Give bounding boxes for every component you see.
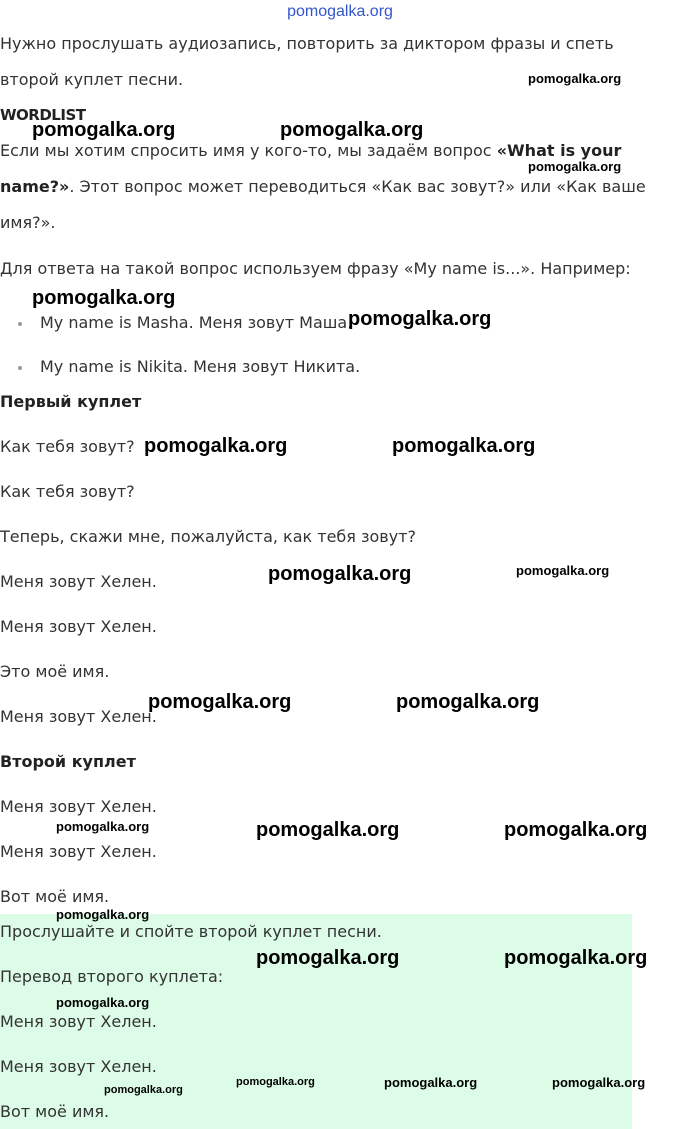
- translation-line: Вот моё имя.: [0, 1102, 110, 1121]
- verse1-line: Как тебя зовут?: [0, 437, 135, 456]
- watermark: pomogalka.org: [516, 563, 610, 578]
- watermark: pomogalka.org: [348, 308, 492, 330]
- example-text: My name is Masha. Меня зовут Маша.: [40, 313, 353, 332]
- verse1-line: Меня зовут Хелен.: [0, 707, 157, 726]
- explanation-question: «What is your name?»: [0, 141, 622, 196]
- explanation-text: [0, 133, 676, 241]
- bullet-icon: [18, 366, 22, 370]
- watermark: pomogalka.org: [280, 119, 424, 141]
- translation-label: Перевод второго куплета:: [0, 967, 224, 986]
- watermark: pomogalka.org: [148, 691, 292, 713]
- watermark: pomogalka.org: [528, 159, 622, 174]
- translation-line: Меня зовут Хелен.: [0, 1012, 157, 1031]
- watermark: pomogalka.org: [392, 435, 536, 457]
- verse1-line: Как тебя зовут?: [0, 482, 135, 501]
- watermark: pomogalka.org: [56, 907, 150, 922]
- bullet-icon: [18, 322, 22, 326]
- watermark: pomogalka.org: [504, 819, 648, 841]
- intro-text: Нужно прослушать аудиозапись, повторить за диктором фразы и спеть второй куплет песни.: [0, 34, 614, 89]
- answer-instruction: Прослушайте и спойте второй куплет песни.: [0, 922, 382, 941]
- verse1-line: Меня зовут Хелен.: [0, 572, 157, 591]
- verse1-line: Меня зовут Хелен.: [0, 617, 157, 636]
- watermark: pomogalka.org: [528, 71, 622, 86]
- explanation-part2: . Этот вопрос может переводиться «Как вас зовут?» или «Как ваше имя?».: [0, 177, 646, 232]
- example-text: My name is Nikita. Меня зовут Никита.: [40, 357, 361, 376]
- verse2-line: Меня зовут Хелен.: [0, 797, 157, 816]
- watermark: pomogalka.org: [104, 1084, 183, 1096]
- verse1-heading: Первый куплет: [0, 392, 142, 411]
- verse2-line: Вот моё имя.: [0, 887, 110, 906]
- watermark: pomogalka.org: [268, 563, 412, 585]
- watermark: pomogalka.org: [256, 819, 400, 841]
- watermark: pomogalka.org: [56, 819, 150, 834]
- watermark: pomogalka.org: [396, 691, 540, 713]
- verse2-line: Меня зовут Хелен.: [0, 842, 157, 861]
- watermark: pomogalka.org: [552, 1075, 646, 1090]
- explanation-part1: Если мы хотим спросить имя у кого-то, мы задаём вопрос: [0, 141, 497, 160]
- watermark: pomogalka.org: [56, 995, 150, 1010]
- verse2-heading: Второй куплет: [0, 752, 136, 771]
- answer-intro-text: Для ответа на такой вопрос используем фразу «My name is...». Например:: [0, 259, 631, 278]
- header-watermark: pomogalka.org: [287, 3, 393, 20]
- watermark: pomogalka.org: [236, 1076, 315, 1088]
- verse1-line: Теперь, скажи мне, пожалуйста, как тебя зовут?: [0, 527, 417, 546]
- watermark: pomogalka.org: [144, 435, 288, 457]
- watermark: pomogalka.org: [504, 947, 648, 969]
- watermark: pomogalka.org: [32, 119, 176, 141]
- verse1-line: Это моё имя.: [0, 662, 110, 681]
- translation-line: Меня зовут Хелен.: [0, 1057, 157, 1076]
- watermark: pomogalka.org: [32, 287, 176, 309]
- watermark: pomogalka.org: [384, 1075, 478, 1090]
- watermark: pomogalka.org: [256, 947, 400, 969]
- wordlist-heading: WORDLIST: [0, 106, 86, 124]
